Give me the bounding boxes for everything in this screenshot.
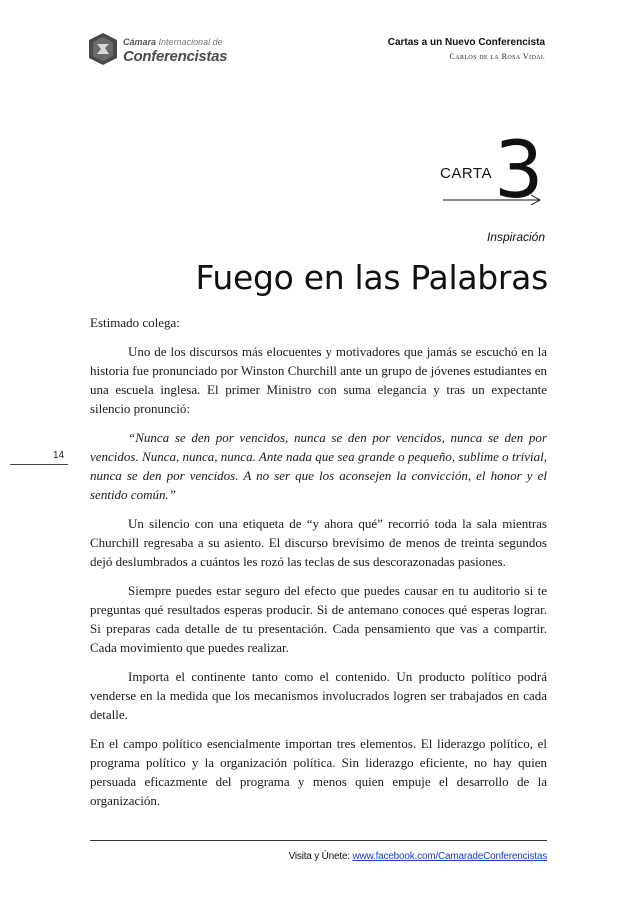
footer-text: Visita y Únete: — [288, 851, 350, 862]
section-label: Inspiración — [486, 230, 545, 244]
logo-emblem-icon — [88, 32, 118, 66]
chapter-title: Fuego en las Palabras — [195, 258, 548, 297]
paragraph: Un silencio con una etiqueta de “y ahora qué” recorrió toda la sala mientras Churchill regresaba a su asiento. El discurso brevísimo de menos de treinta segundos dejó deslumbrados a cuántos les rozó las teclas de sus descorazonadas pasiones. — [90, 516, 547, 569]
logo-text-main: Conferencistas — [123, 48, 228, 65]
paragraph: Importa el continente tanto como el contenido. Un producto político podrá venderse en la medida que los mecanismos involucrados logren ser trabajados en cada detalle. — [90, 669, 547, 722]
page-number-rule — [10, 464, 68, 465]
body-text — [90, 313, 547, 820]
publisher-logo — [88, 31, 248, 75]
facebook-link[interactable]: www.facebook.com/CamaradeConferencistas — [352, 851, 547, 862]
chapter-label: CARTA — [440, 165, 492, 182]
quote-paragraph: “Nunca se den por vencidos, nunca se den por vencidos, nunca se den por vencidos. Nunca, nunca, nunca. Ante nada que sea grande o pequeño, sublime o trivial, nunca se den por vencidos. A no ser que los aconsejen la convicción, el honor y el sentido común.” — [90, 430, 547, 502]
arrow-right-icon — [443, 193, 543, 207]
paragraph: En el campo político esencialmente importan tres elementos. El liderazgo político, el programa político y la organización política. Sin liderazgo eficiente, no hay quien persuada eficazmente del programa y menos quien empuje el desarrollo de la organización. — [90, 736, 547, 808]
paragraph: Siempre puedes estar seguro del efecto que puedes causar en tu auditorio si te preguntas qué resultados esperas producir. Si de antemano conoces qué esperas lograr. Si preparas cada detalle de tu presentación. Cada pensamiento que vas a compartir. Cada movimiento que puedes realizar. — [90, 583, 547, 655]
running-header-author: Carlos de la Rosa Vidal — [449, 52, 545, 61]
footer — [289, 851, 547, 862]
chapter-number: 3 — [494, 126, 544, 216]
page-number: 14 — [53, 450, 65, 461]
running-header-book-title: Cartas a un Nuevo Conferencista — [387, 37, 545, 48]
greeting: Estimado colega: — [90, 315, 180, 330]
paragraph: Uno de los discursos más elocuentes y motivadores que jamás se escuchó en la historia fue pronunciado por Winston Churchill ante un grupo de jóvenes estudiantes en una escuela inglesa. El primer Ministro con suma elegancia y tras un expectante silencio pronunció: — [90, 344, 547, 416]
logo-text-small: Cámara Internacional de — [123, 37, 223, 47]
footer-rule — [90, 840, 547, 841]
